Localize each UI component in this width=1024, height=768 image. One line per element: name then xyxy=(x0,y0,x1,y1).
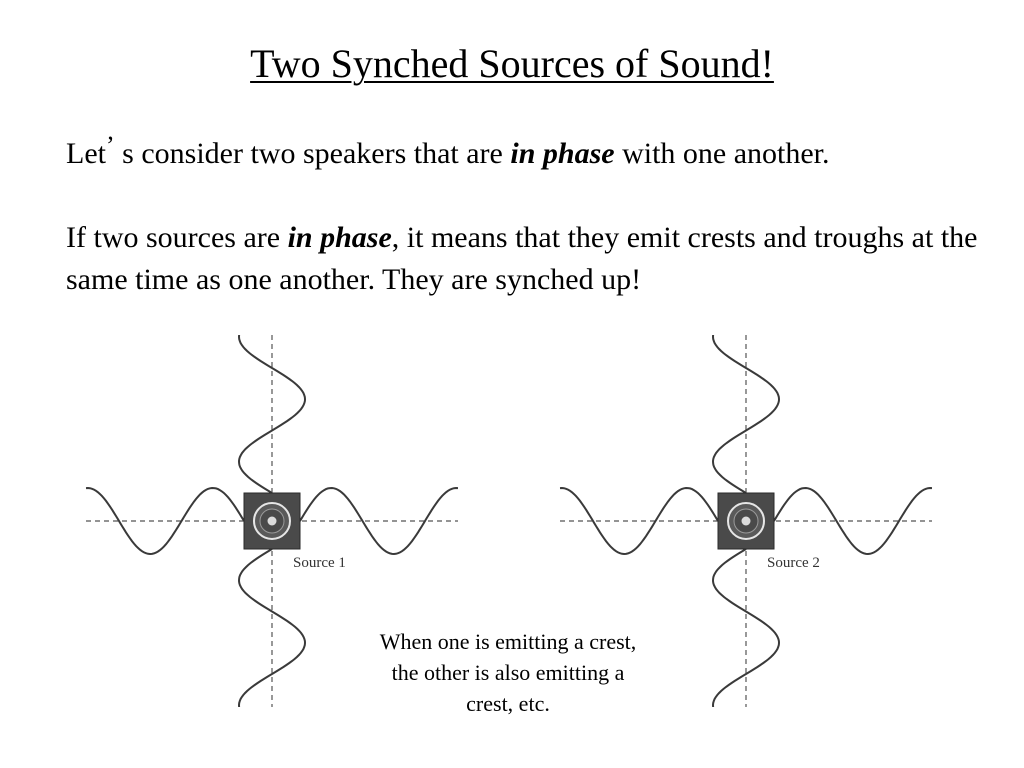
wave-left xyxy=(560,488,718,554)
definition-text-end: , it means that they emit crests and troughs at the same time as one another. They are synched up! xyxy=(66,221,978,296)
diagram-caption: When one is emitting a crest, the other is also emitting a crest, etc. xyxy=(379,629,637,716)
source-2-label: Source 2 xyxy=(767,555,820,571)
source-1-label: Source 1 xyxy=(293,555,346,571)
wave-left xyxy=(86,488,244,554)
in-phase-emphasis: in phase xyxy=(510,137,615,170)
speaker-icon xyxy=(244,493,300,549)
wave-up xyxy=(713,335,779,493)
intro-text-middle: s consider two speakers that are xyxy=(114,137,511,170)
in-phase-emphasis-2: in phase xyxy=(287,221,392,254)
wave-up xyxy=(239,335,305,493)
apostrophe-mark: ’ xyxy=(105,131,115,160)
slide-title: Two Synched Sources of Sound! xyxy=(250,41,774,86)
speaker-icon xyxy=(718,493,774,549)
intro-text-end: with one another. xyxy=(614,137,830,170)
definition-text-start: If two sources are xyxy=(66,221,288,254)
intro-text-start: Let xyxy=(66,137,106,170)
